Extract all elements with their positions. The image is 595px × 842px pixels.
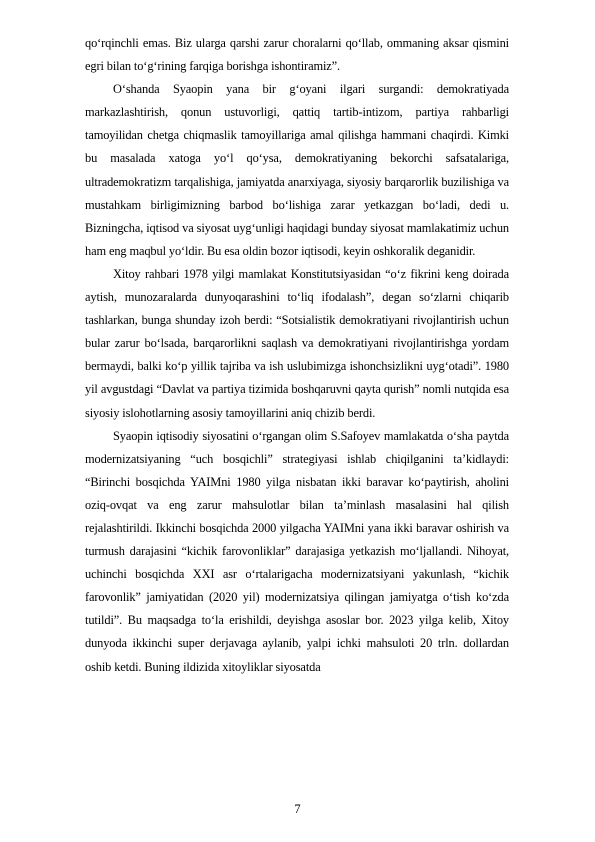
- document-page: [85, 32, 509, 679]
- paragraph-democracy-principles: O‘shanda Syaopin yana bir g‘oyani ilgari surgandi: demokratiyada markazlashtirish, qonun ustuvorligi, qattiq tartib-intizom, partiya rahbarligi tamoyilidan chetga chiqmaslik tamoyillariga amal qilishga hammani chaqirdi. Kimki bu masalada xatoga yo‘l qo‘ysa, demokratiyaning bekorchi safsatalariga, ultrademokratizm tarqalishiga, jamiyatda anarxiyaga, siyosiy barqarorlik buzilishiga va mustahkam birligimizning barbod bo‘lishiga zarar yetkazgan bo‘ladi, dedi u. Bizningcha, iqtisod va siyosat uyg‘unligi haqidagi bunday siyosat mamlakatimiz uchun ham eng maqbul yo‘ldir. Bu esa oldin bozor iqtisodi, keyin oshkoralik deganidir.: [85, 82, 509, 258]
- page-number: 7: [294, 802, 301, 816]
- paragraph-modernization-strategy: Syaopin iqtisodiy siyosatini o‘rgangan olim S.Safoyev mamlakatda o‘sha paytda modernizatsiyaning “uch bosqichli” strategiyasi ishlab chiqilganini ta’kidlaydi: “Birinchi bosqichda YAIMni 1980 yilga nisbatan ikki baravar ko‘paytirish, aholini oziq-ovqat va eng zarur mahsulotlar bilan ta’minlash masalasini hal qilish rejalashtirildi. Ikkinchi bosqichda 2000 yilgacha YAIMni yana ikki baravar oshirish va turmush darajasini “kichik farovonliklar” darajasiga yetkazish mo‘ljallandi. Nihoyat, uchinchi bosqichda XXI asr o‘rtalarigacha modernizatsiyani yakunlash, “kichik farovonlik” jamiyatidan (2020 yil) modernizatsiya qilingan jamiyatga o‘tish ko‘zda tutildi”. Bu maqsadga to‘la erishildi, deyishga asoslar bor. 2023 yilga kelib, Xitoy dunyoda ikkinchi super derjavaga aylanib, yalpi ichki mahsuloti 20 trln. dollardan oshib ketdi. Buning ildizida xitoyliklar siyosatda: [85, 428, 509, 674]
- paragraph-continuation: qo‘rqinchli emas. Biz ularga qarshi zarur choralarni qo‘llab, ommaning aksar qismini egri bilan to‘g‘rining farqiga borishga ishontiramiz”.: [85, 36, 509, 74]
- paragraph-constitution-1978: Xitoy rahbari 1978 yilgi mamlakat Konstitutsiyasidan “o‘z fikrini keng doirada aytish, munozaralarda dunyoqarashini to‘liq ifodalash”, degan so‘zlarni chiqarib tashlarkan, bunga shunday izoh berdi: “Sotsialistik demokratiyani rivojlantirish uchun bular zarur bo‘lsada, barqarorlikni saqlash va demokratiyani rivojlantirishga yordam bermaydi, balki ko‘p yillik tajriba va ish uslubimizga ishonchsizlikni uyg‘otadi”. 1980 yil avgustdagi “Davlat va partiya tizimida boshqaruvni qayta qurish” nomli nutqida esa siyosiy islohotlarning asosiy tamoyillarini aniq chizib berdi.: [85, 266, 509, 420]
